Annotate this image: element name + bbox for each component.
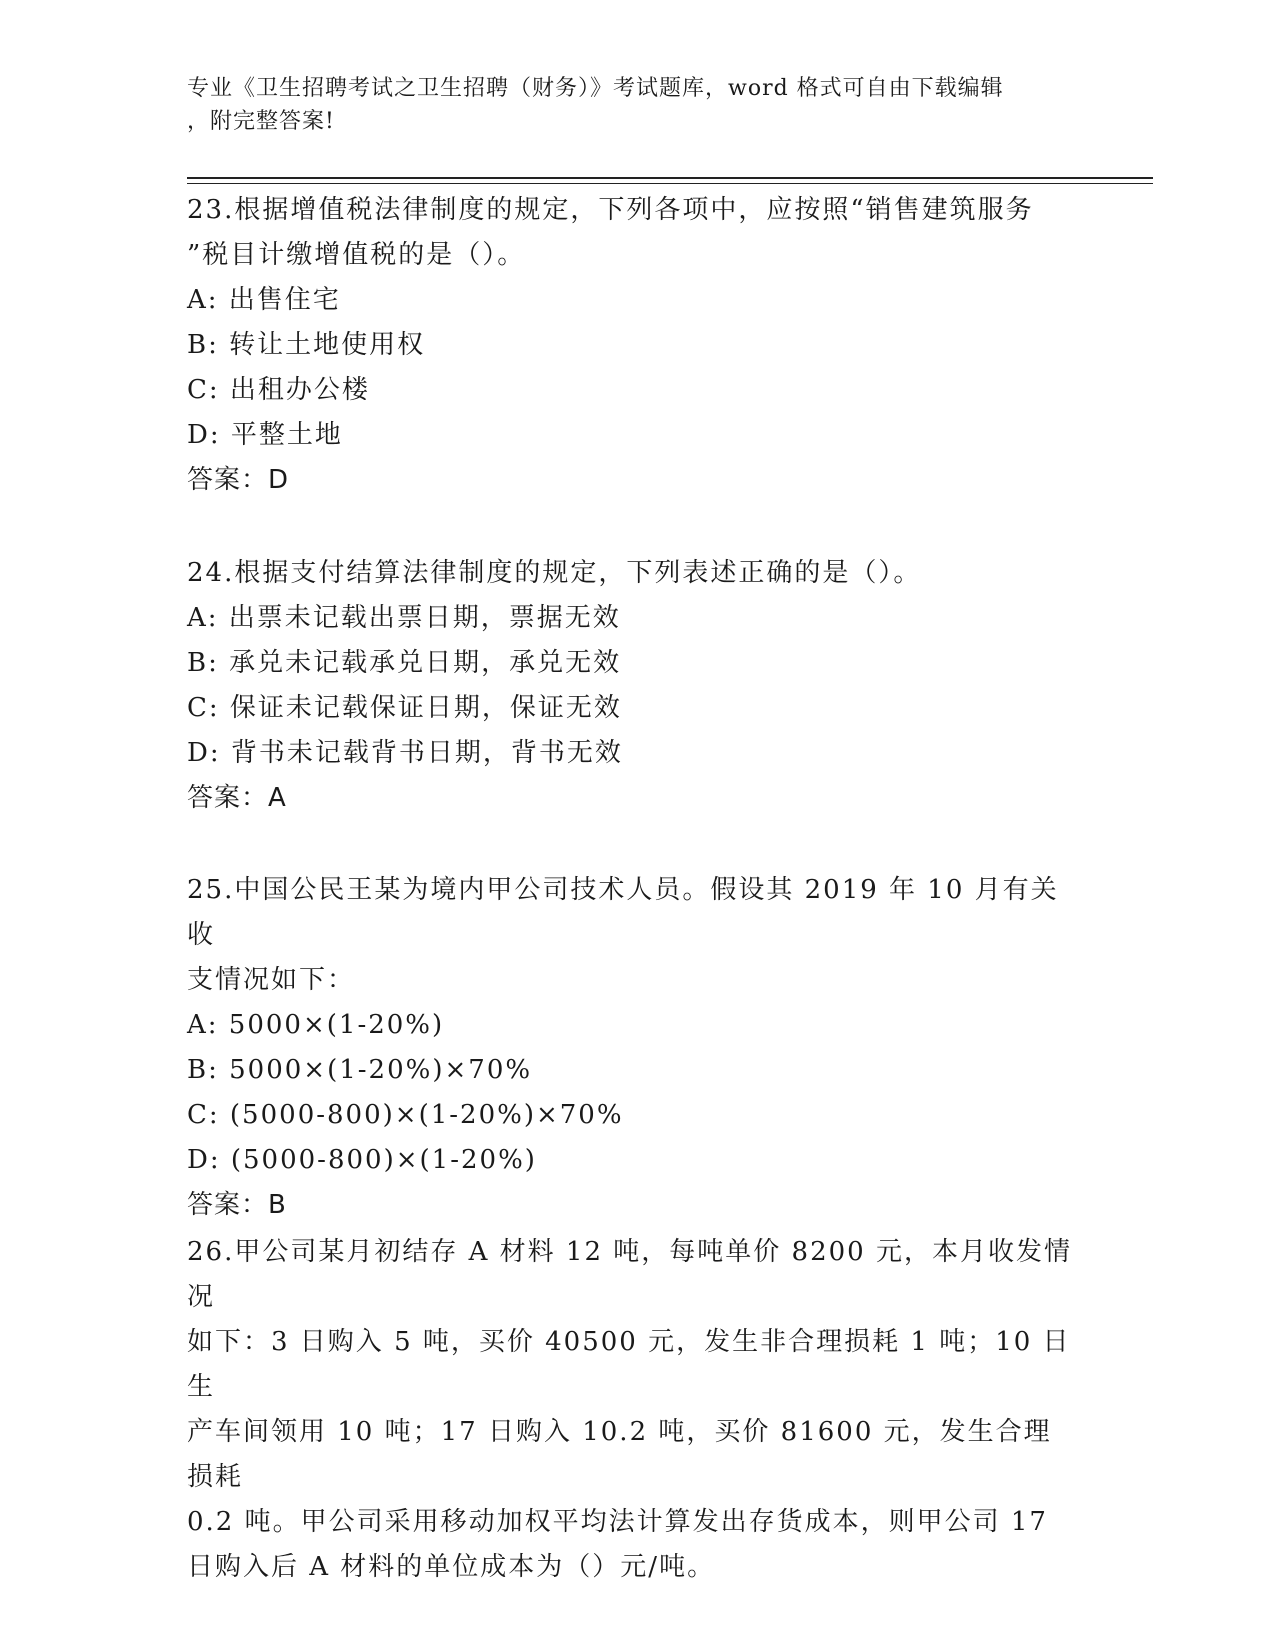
- document-header: [187, 72, 1067, 138]
- option-a: A: 出票未记载出票日期，票据无效: [187, 603, 621, 633]
- answer-text: 答案：B: [187, 1190, 287, 1220]
- question-stem-line: ”税目计缴增值税的是（）。: [187, 240, 526, 270]
- option-d: D: (5000-800)×(1-20%): [187, 1145, 537, 1175]
- header-divider-thick: [187, 177, 1153, 179]
- question-stem-line: 日购入后 A 材料的单位成本为（）元/吨。: [187, 1552, 716, 1582]
- question-stem-line: 支情况如下：: [187, 965, 356, 995]
- question-stem-line: 产车间领用 10 吨；17 日购入 10.2 吨，买价 81600 元，发生合理损耗: [187, 1417, 1052, 1492]
- option-c: C: 保证未记载保证日期，保证无效: [187, 693, 622, 723]
- option-c: C: 出租办公楼: [187, 375, 370, 405]
- question-stem-line: 24.根据支付结算法律制度的规定，下列表述正确的是（）。: [187, 558, 922, 588]
- question-24: [187, 551, 1077, 821]
- answer-text: 答案：D: [187, 465, 290, 495]
- question-23: [187, 188, 1077, 503]
- option-c: C: (5000-800)×(1-20%)×70%: [187, 1100, 624, 1130]
- option-d: D: 平整土地: [187, 420, 343, 450]
- question-stem-line: 0.2 吨。甲公司采用移动加权平均法计算发出存货成本，则甲公司 17: [187, 1507, 1048, 1537]
- option-d: D: 背书未记载背书日期，背书无效: [187, 738, 623, 768]
- answer-text: 答案：A: [187, 783, 287, 813]
- option-a: A: 5000×(1-20%): [187, 1010, 445, 1040]
- header-line-1: 专业《卫生招聘考试之卫生招聘（财务）》考试题库，word 格式可自由下载编辑: [187, 76, 1004, 101]
- question-stem-line: 如下：3 日购入 5 吨，买价 40500 元，发生非合理损耗 1 吨；10 日生: [187, 1327, 1071, 1402]
- option-a: A: 出售住宅: [187, 285, 341, 315]
- option-b: B: 5000×(1-20%)×70%: [187, 1055, 533, 1085]
- header-line-2: ，附完整答案!: [187, 109, 335, 134]
- option-b: B: 承兑未记载承兑日期，承兑无效: [187, 648, 622, 678]
- question-25: [187, 868, 1077, 1228]
- question-stem-line: 25.中国公民王某为境内甲公司技术人员。假设其 2019 年 10 月有关收: [187, 875, 1059, 950]
- question-stem-line: 23.根据增值税法律制度的规定，下列各项中，应按照“销售建筑服务: [187, 195, 1034, 225]
- question-stem-line: 26.甲公司某月初结存 A 材料 12 吨，每吨单价 8200 元，本月收发情况: [187, 1237, 1072, 1312]
- header-divider-thin: [187, 183, 1153, 184]
- option-b: B: 转让土地使用权: [187, 330, 426, 360]
- question-26: [187, 1230, 1077, 1590]
